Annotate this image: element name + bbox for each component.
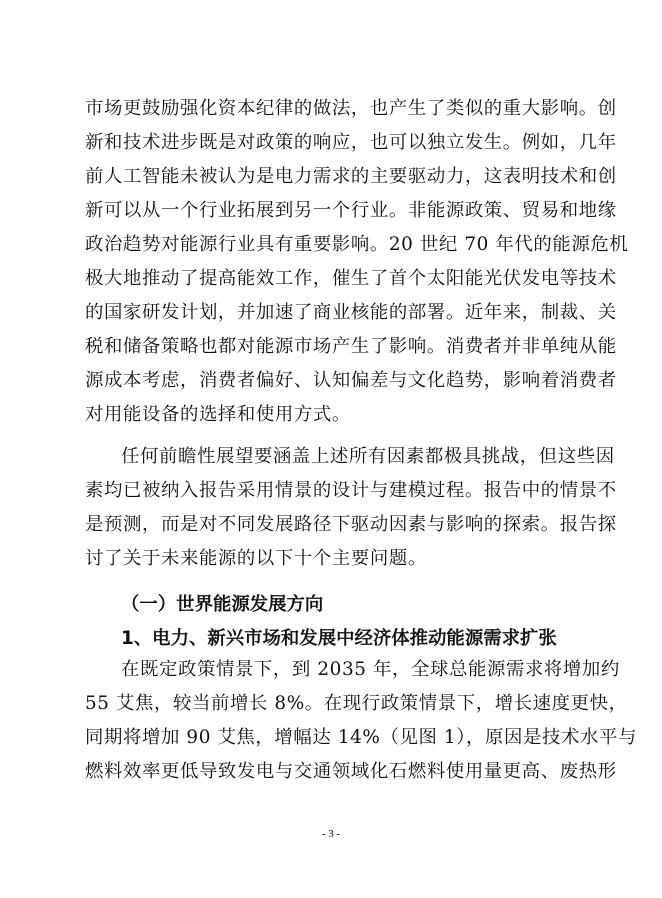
section-heading: （一）世界能源发展方向 [121,594,324,615]
paragraph-1-line: 极大地推动了提高能效工作，催生了首个太阳能光伏发电等技术 [85,268,617,289]
paragraph-1-line: 前人工智能未被认为是电力需求的主要驱动力，这表明技术和创 [85,166,617,187]
paragraph-2-line: 素均已被纳入报告采用情景的设计与建模过程。报告中的情景不 [85,480,617,501]
subsection-heading: 1、电力、新兴市场和发展中经济体推动能源需求扩张 [121,628,557,649]
paragraph-3-line: 燃料效率更低导致发电与交通领域化石燃料使用量更高、废热形 [85,761,617,782]
paragraph-3-line: 同期将增加 90 艾焦，增幅达 14%（见图 1），原因是技术水平与 [85,727,637,748]
paragraph-1-line: 的国家研发计划，并加速了商业核能的部署。近年来，制裁、关 [85,302,617,323]
paragraph-2-line: 任何前瞻性展望要涵盖上述所有因素都极具挑战，但这些因 [121,446,615,467]
paragraph-2-line: 是预测，而是对不同发展路径下驱动因素与影响的探索。报告探 [85,514,617,535]
paragraph-1-line: 税和储备策略也都对能源市场产生了影响。消费者并非单纯从能 [85,336,617,357]
paragraph-1-line: 政治趋势对能源行业具有重要影响。20 世纪 70 年代的能源危机 [85,234,629,255]
paragraph-1-line: 源成本考虑，消费者偏好、认知偏差与文化趋势，影响着消费者 [85,370,617,391]
page-number: - 3 - [321,828,341,840]
paragraph-1-line: 对用能设备的选择和使用方式。 [85,404,351,425]
paragraph-2-line: 讨了关于未来能源的以下十个主要问题。 [85,548,427,569]
paragraph-3-line: 在既定政策情景下，到 2035 年，全球总能源需求将增加约 [121,659,620,680]
paragraph-1-line: 市场更鼓励强化资本纪律的做法，也产生了类似的重大影响。创 [85,98,617,119]
paragraph-1-line: 新可以从一个行业拓展到另一个行业。非能源政策、贸易和地缘 [85,200,617,221]
paragraph-3-line: 55 艾焦，较当前增长 8%。在现行政策情景下，增长速度更快， [85,693,628,714]
paragraph-1-line: 新和技术进步既是对政策的响应，也可以独立发生。例如，几年 [85,132,617,153]
